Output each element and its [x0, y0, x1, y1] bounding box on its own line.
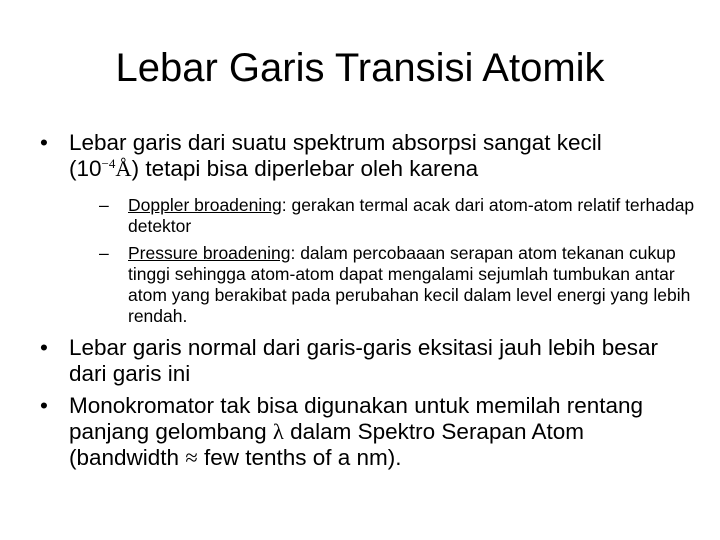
term-doppler: Doppler broadening	[128, 195, 282, 215]
bullet-marker: •	[40, 393, 48, 418]
bullet-text-pre: Monokromator tak bisa digunakan untuk memilah rentang panjang gelombang	[69, 393, 644, 444]
dash-marker: –	[99, 243, 109, 263]
bullet-item	[40, 335, 700, 387]
sub-list	[69, 195, 700, 327]
bullet-marker: •	[40, 130, 48, 155]
lambda-symbol: λ	[272, 419, 284, 444]
sub-item-text: : dalam percobaaan serapan atom tekanan cukup tinggi sehingga atom-atom dapat mengalami sejumlah tumbukan antar atom yang berakibat pada perubahan kecil dalam level energi yang lebih rendah.	[128, 243, 691, 326]
sub-item-doppler	[69, 195, 700, 237]
approx-symbol: ≈	[185, 445, 198, 470]
bullet-marker: •	[40, 335, 48, 360]
bullet-text: Lebar garis normal dari garis-garis eksitasi jauh lebih besar dari garis ini	[69, 335, 659, 386]
term-pressure: Pressure broadening	[128, 243, 291, 263]
sub-item-pressure	[69, 243, 700, 327]
sub-item-text: : gerakan termal acak dari atom-atom relatif terhadap detektor	[128, 195, 695, 236]
exponent: −4	[101, 156, 116, 171]
bullet-text: Lebar garis dari suatu spektrum absorpsi sangat kecil	[69, 130, 602, 155]
bullet-item	[40, 130, 700, 327]
bullet-text-post: ) tetapi bisa diperlebar oleh karena	[131, 156, 479, 181]
angstrom-unit: Å	[115, 156, 132, 181]
bullet-text-mid: dalam Spektro Serapan Atom (bandwidth	[69, 419, 585, 470]
slide-content	[40, 130, 700, 477]
bullet-text-pre: (10	[69, 156, 102, 181]
bullet-item	[40, 393, 700, 471]
dash-marker: –	[99, 195, 109, 215]
bullet-text-post: few tenths of a nm).	[197, 445, 402, 470]
slide-title: Lebar Garis Transisi Atomik	[115, 46, 605, 90]
